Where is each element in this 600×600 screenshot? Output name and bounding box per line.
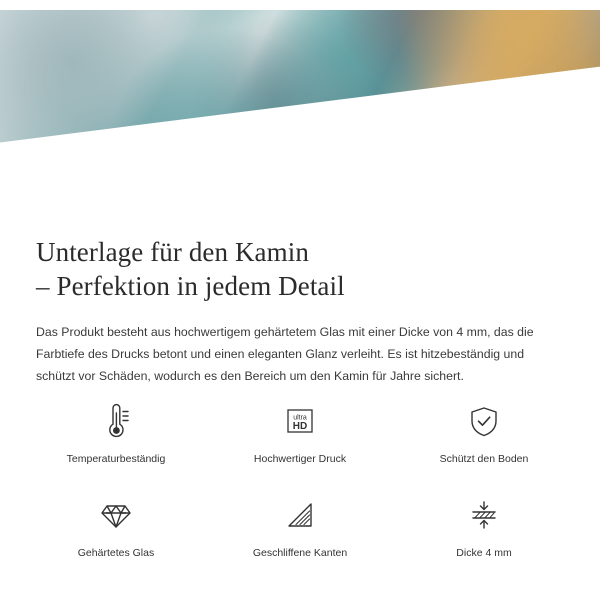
hero-image	[0, 0, 600, 215]
feature-item	[24, 492, 208, 560]
feature-item	[208, 398, 392, 466]
feature-label: Temperaturbeständig	[66, 453, 166, 465]
feature-item	[208, 492, 392, 560]
page-title	[36, 215, 564, 303]
feature-item	[24, 398, 208, 466]
feature-label: Dicke 4 mm	[456, 547, 512, 559]
polished-edges-icon	[278, 492, 322, 538]
page-title-line-2: – Perfektion in jedem Detail	[36, 271, 345, 301]
feature-label: Gehärtetes Glas	[77, 547, 155, 559]
hero-right-mask	[540, 120, 600, 215]
page-title-line-1: Unterlage für den Kamin	[36, 237, 309, 267]
top-white-margin	[0, 0, 600, 10]
diamond-icon	[94, 492, 138, 538]
svg-text:HD: HD	[292, 421, 308, 432]
body-paragraph: Das Produkt besteht aus hochwertigem gehärtetem Glas mit einer Dicke von 4 mm, das die Farbtiefe des Drucks betont und einen eleganten Glanz verleiht. Es ist hitzebeständig und schützt vor Schäden, wodurch es den Bereich um den Kamin für Jahre sichert.	[36, 325, 534, 383]
thermometer-icon	[94, 398, 138, 444]
ultra-hd-icon	[278, 398, 322, 444]
feature-item	[392, 492, 576, 560]
svg-text:ultra: ultra	[293, 414, 307, 422]
feature-label: Hochwertiger Druck	[253, 453, 347, 465]
text-content	[0, 215, 600, 387]
feature-label: Geschliffene Kanten	[252, 547, 348, 559]
shield-check-icon	[462, 398, 506, 444]
feature-grid	[0, 398, 600, 560]
feature-label: Schützt den Boden	[439, 453, 529, 465]
thickness-arrows-icon	[462, 492, 506, 538]
feature-item	[392, 398, 576, 466]
